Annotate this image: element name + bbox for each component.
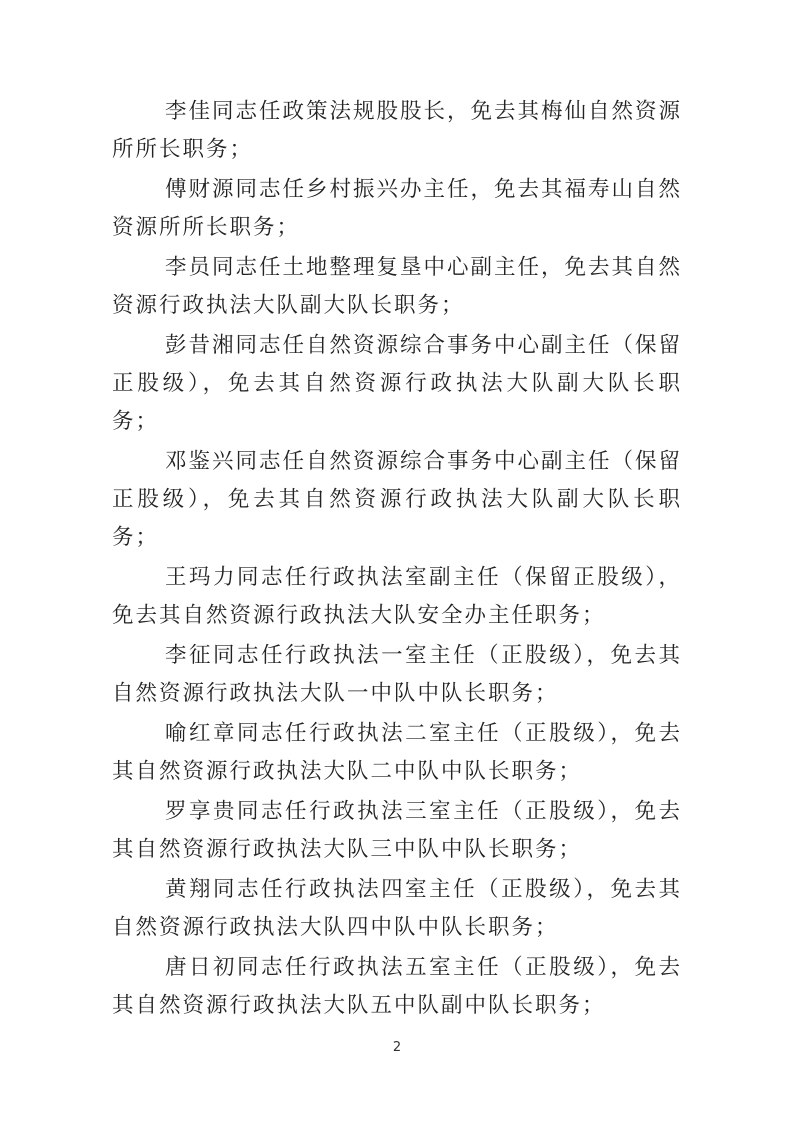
appointment-paragraph-3: 李员同志任土地整理复垦中心副主任，免去其自然资源行政执法大队副大队长职务； [112,255,683,318]
appointment-paragraph-7: 李征同志任行政执法一室主任（正股级），免去其自然资源行政执法大队一中队中队长职务； [112,643,682,706]
appointment-paragraph-4: 彭昔湘同志任自然资源综合事务中心副主任（保留正股级），免去其自然资源行政执法大队副大队长职务； [112,333,683,434]
appointment-paragraph-2: 傅财源同志任乡村振兴办主任，免去其福寿山自然资源所所长职务； [112,177,683,240]
appointment-paragraph-10: 黄翔同志任行政执法四室主任（正股级），免去其自然资源行政执法大队四中队中队长职务； [112,877,682,940]
appointment-paragraph-6: 王玛力同志任行政执法室副主任（保留正股级），免去其自然资源行政执法大队安全办主任职务； [112,565,682,628]
appointment-paragraph-11: 唐日初同志任行政执法五室主任（正股级），免去其自然资源行政执法大队五中队副中队长职务； [112,955,682,1018]
appointment-paragraph-8: 喻红章同志任行政执法二室主任（正股级），免去其自然资源行政执法大队二中队中队长职务； [112,721,682,784]
page-number: 2 [392,1040,402,1055]
appointment-paragraph-1: 李佳同志任政策法规股股长，免去其梅仙自然资源所所长职务； [112,99,683,162]
appointment-paragraph-9: 罗享贵同志任行政执法三室主任（正股级），免去其自然资源行政执法大队三中队中队长职务； [112,799,682,862]
appointment-paragraph-5: 邓鉴兴同志任自然资源综合事务中心副主任（保留正股级），免去其自然资源行政执法大队副大队长职务； [112,449,683,550]
document-body [112,93,682,1027]
